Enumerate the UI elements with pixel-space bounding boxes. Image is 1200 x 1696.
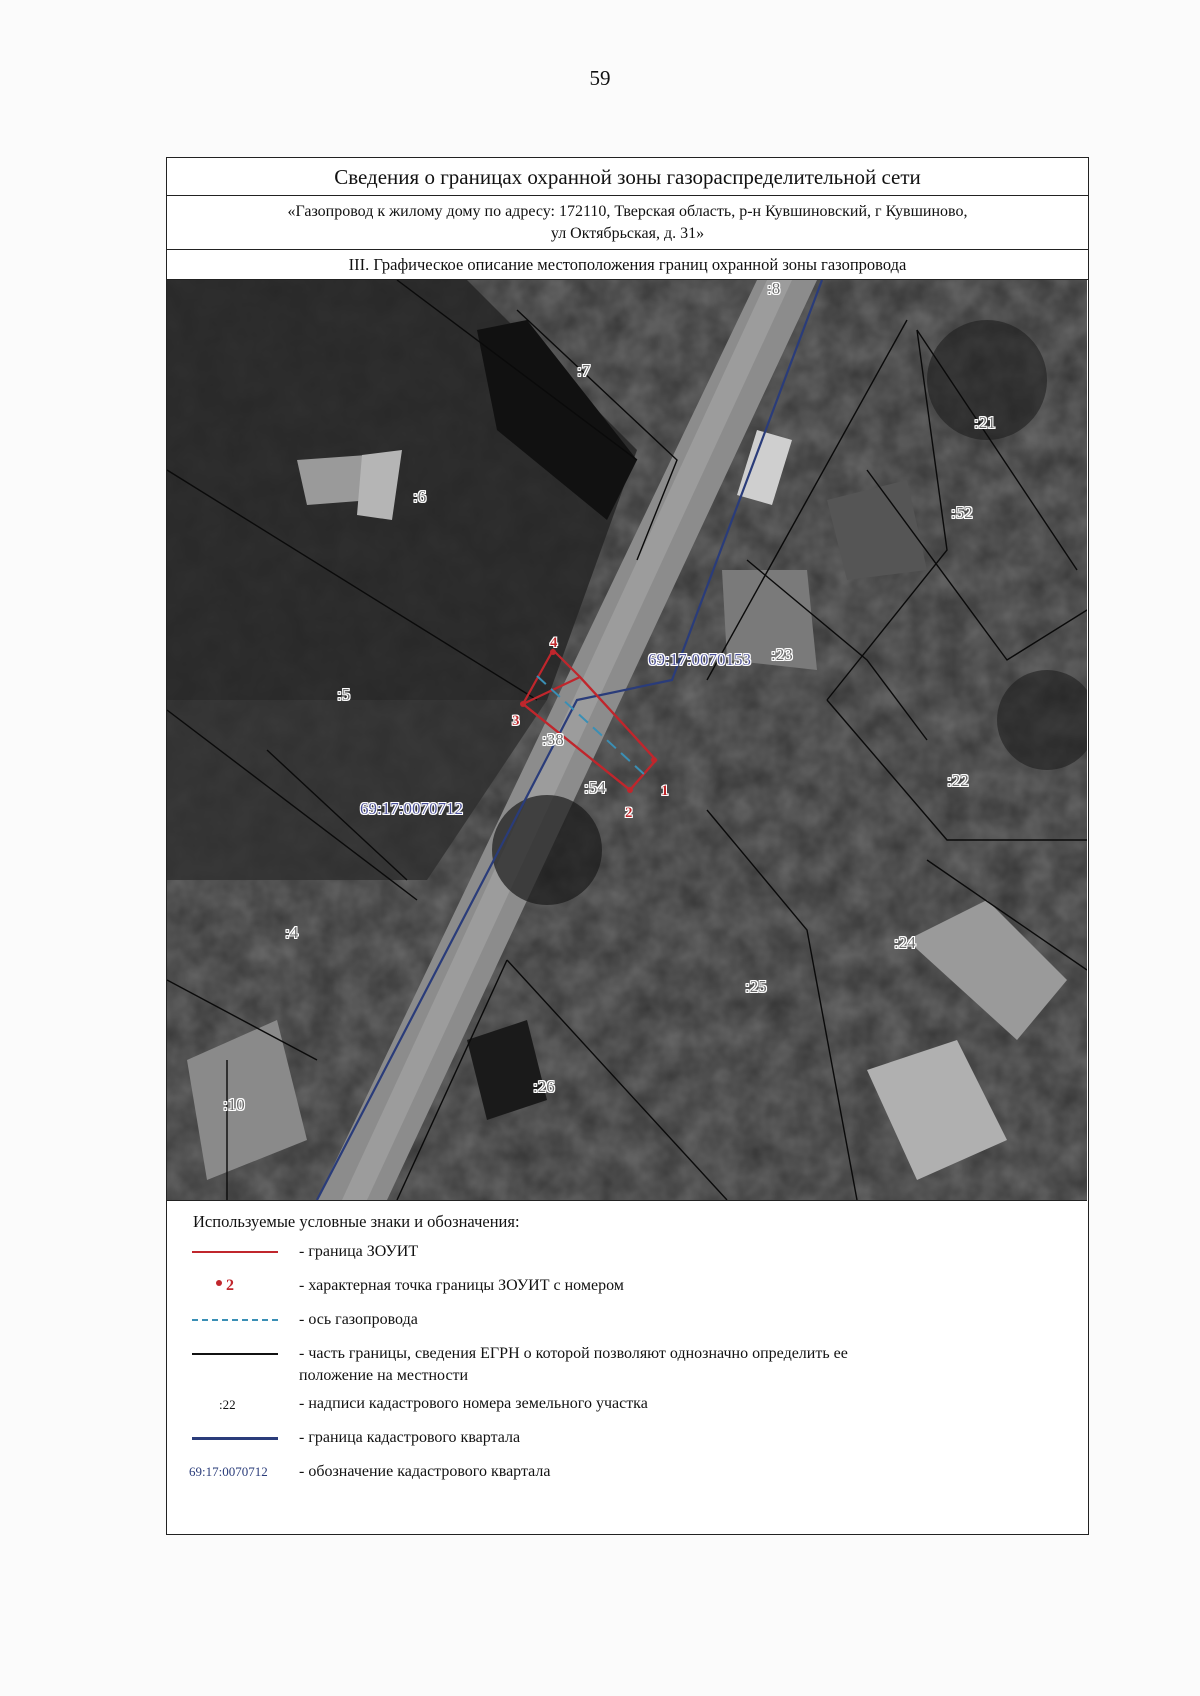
legend-item-zone-boundary: - граница ЗОУИТ: [167, 1237, 1088, 1271]
navy-line-symbol: [167, 1423, 299, 1453]
legend: [167, 1201, 1088, 1491]
document-frame: [166, 157, 1089, 1535]
quarter-label: 69:17:0070712: [360, 799, 463, 818]
object-line-1: «Газопровод к жилому дому по адресу: 172110, Тверская область, р-н Кувшиновский, г Кувшиново,: [287, 203, 968, 220]
quarter-label: 69:17:0070153: [648, 650, 751, 669]
parcel-label: :54: [584, 778, 606, 797]
point-label-3: 3: [512, 713, 520, 729]
parcel-label: :52: [951, 503, 973, 522]
red-line-symbol: [167, 1237, 299, 1267]
point-label-1: 1: [661, 783, 669, 799]
object-description: [167, 196, 1088, 250]
parcel-label: :7: [577, 361, 591, 380]
parcel-label: :26: [533, 1077, 555, 1096]
parcel-label: :25: [745, 977, 767, 996]
parcel-label: :4: [285, 923, 299, 942]
legend-item-parcel-label: :22 - надписи кадастрового номера земельного участка: [167, 1389, 1088, 1423]
legend-item-gas-axis: - ось газопровода: [167, 1305, 1088, 1339]
map-canvas: [167, 280, 1087, 1200]
point-label-2: 2: [625, 805, 633, 821]
point-label-4: 4: [550, 635, 558, 651]
quarter-label-symbol: 69:17:0070712: [189, 1464, 268, 1479]
blue-dashed-line-symbol: [167, 1305, 299, 1335]
tree-canopy: [492, 795, 602, 905]
boundary-point-2[interactable]: [627, 787, 633, 793]
document-title: Сведения о границах охранной зоны газораспределительной сети: [167, 158, 1088, 196]
legend-item-egrn-boundary: - часть границы, сведения ЕГРН о которой позволяют однозначно определить ее положение на местности: [167, 1339, 1088, 1389]
page-number: 59: [589, 66, 611, 90]
parcel-label: :21: [974, 413, 996, 432]
section-heading: III. Графическое описание местоположения границ охранной зоны газопровода: [167, 250, 1088, 280]
parcel-label: :6: [413, 487, 427, 506]
parcel-label: :23: [771, 645, 793, 664]
legend-item-quarter-boundary: - граница кадастрового квартала: [167, 1423, 1088, 1457]
legend-title: Используемые условные знаки и обозначения:: [193, 1212, 520, 1231]
parcel-label: :38: [542, 730, 564, 749]
legend-item-boundary-point: 2 - характерная точка границы ЗОУИТ с номером: [167, 1271, 1088, 1305]
parcel-label: :24: [894, 933, 916, 952]
parcel-label: :5: [337, 685, 351, 704]
parcel-label: :8: [767, 280, 781, 298]
boundary-point-1[interactable]: [651, 757, 657, 763]
object-line-2: ул Октябрьская, д. 31»: [550, 225, 705, 242]
boundary-point-3[interactable]: [520, 701, 526, 707]
legend-item-quarter-label: 69:17:0070712 - обозначение кадастрового квартала: [167, 1457, 1088, 1491]
black-line-symbol: [167, 1339, 299, 1369]
red-point-symbol: 2: [167, 1271, 299, 1301]
parcel-label: :22: [947, 771, 969, 790]
parcel-label: :10: [223, 1095, 245, 1114]
aerial-map[interactable]: [167, 280, 1087, 1201]
parcel-label-symbol: :22: [219, 1397, 236, 1412]
